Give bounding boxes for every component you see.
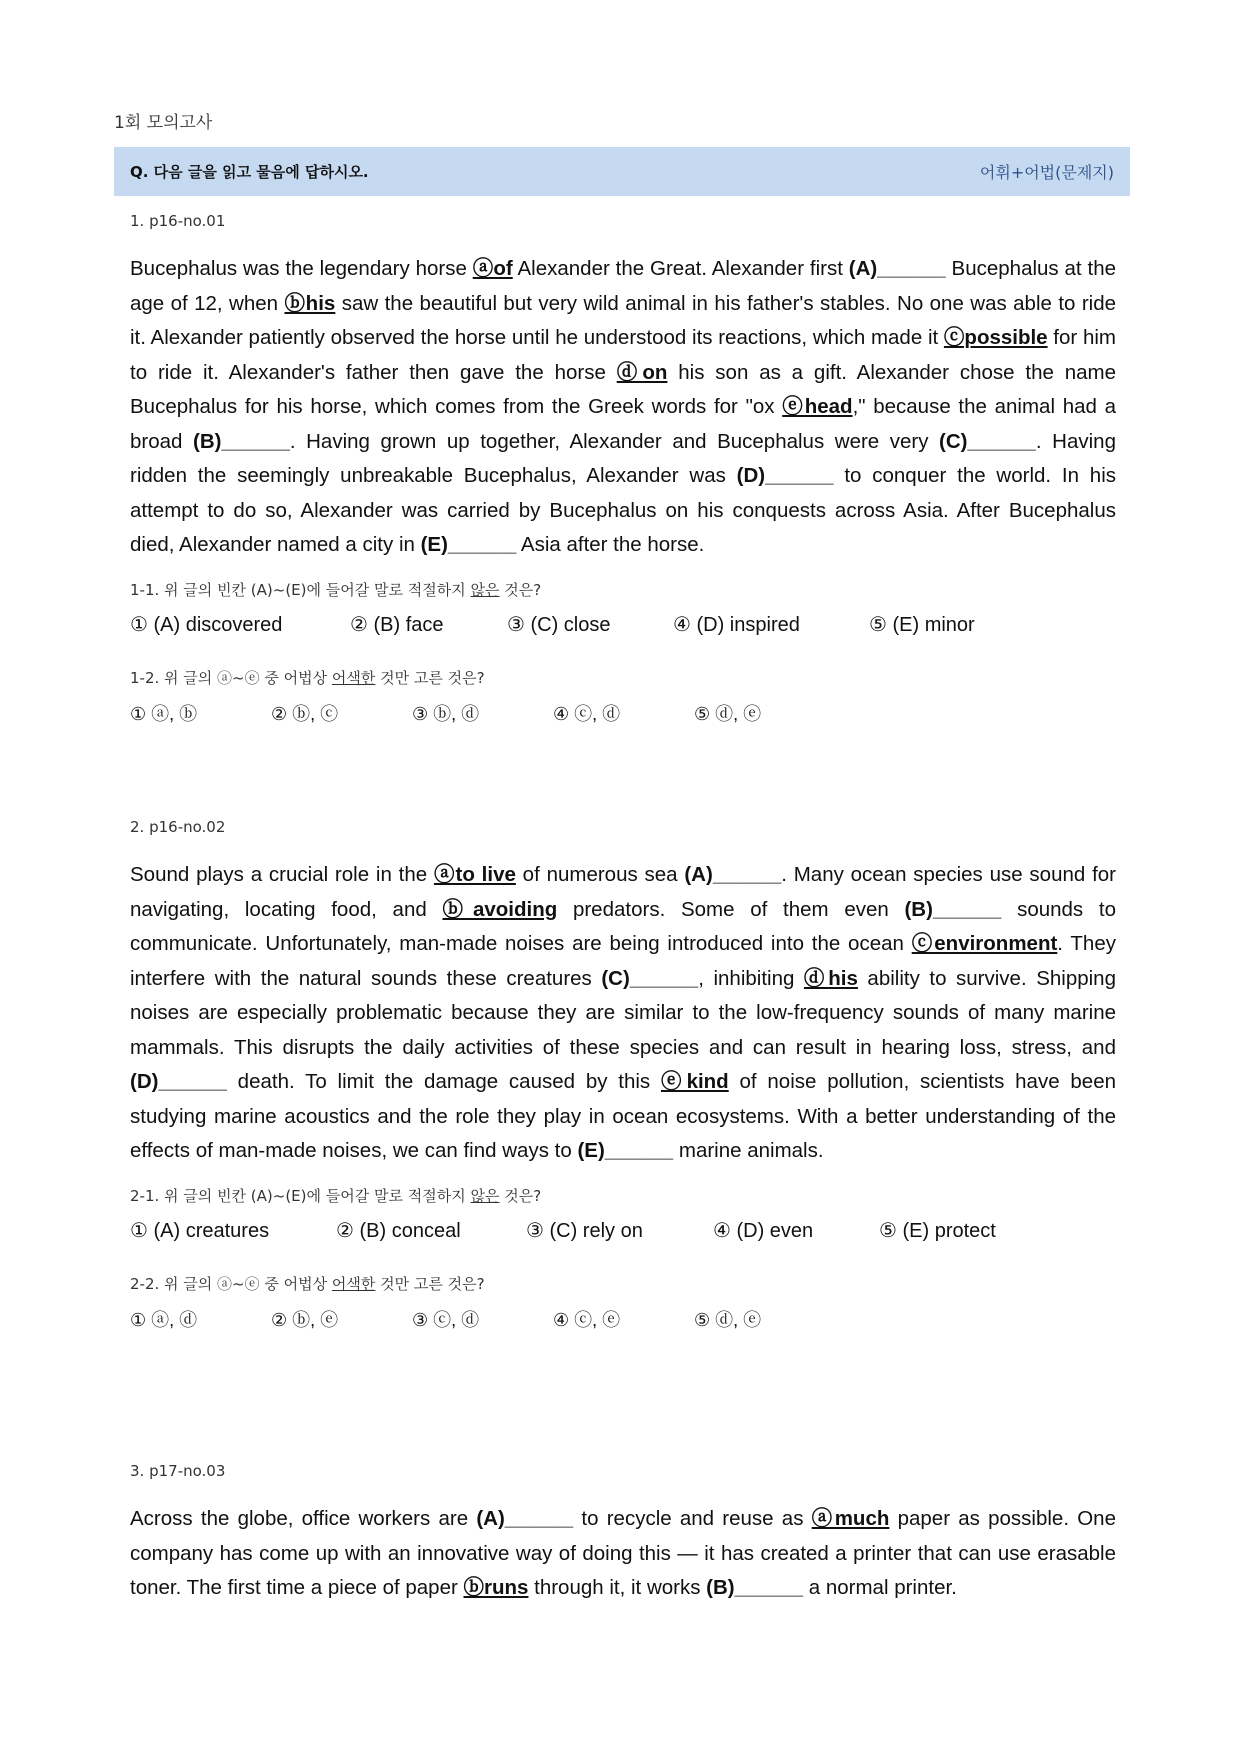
options-2-2 (130, 1306, 1116, 1332)
grammar-mark: ⓐto live (433, 863, 516, 886)
options-1-1 (130, 612, 1116, 637)
grammar-mark: ⓐmuch (811, 1507, 890, 1530)
option[interactable]: ⑤ (E) minor (869, 613, 975, 636)
blank: (C)______ (939, 429, 1036, 453)
blank: (B)______ (904, 897, 1002, 921)
blank: (A)______ (848, 257, 946, 280)
grammar-mark: ⓓon (616, 360, 668, 384)
blank: (B)______ (193, 429, 290, 453)
blank: (E)______ (577, 1139, 674, 1162)
blank: (D)______ (736, 464, 834, 487)
option[interactable]: ⑤ ⓓ, ⓔ (694, 703, 762, 724)
blank: (C)______ (601, 966, 699, 990)
sub-question-2-2: 2-2. 위 글의 ⓐ~ⓔ 중 어법상 어색한 것만 고른 것은? (130, 1274, 485, 1293)
option[interactable]: ① ⓐ, ⓑ (130, 703, 198, 724)
option[interactable]: ① (A) discovered (130, 613, 283, 636)
option[interactable]: ③ (C) close (507, 613, 611, 636)
instruction-text: Q. 다음 글을 읽고 물음에 답하시오. (130, 163, 369, 181)
blank: (D)______ (130, 1070, 227, 1093)
question-3 (130, 1462, 1116, 1622)
sub-question-1-2: 1-2. 위 글의 ⓐ~ⓔ 중 어법상 어색한 것만 고른 것은? (130, 668, 485, 687)
grammar-mark: ⓐof (472, 257, 513, 280)
grammar-mark: ⓑhis (284, 291, 336, 315)
option[interactable]: ① ⓐ, ⓓ (130, 1309, 198, 1330)
option[interactable]: ③ ⓒ, ⓓ (412, 1309, 480, 1330)
passage: Across the globe, office workers are (A)______ to recycle and reuse as ⓐmuch paper as possible. One company has come up with an innovative way of doing this — it has created a printer that can use erasable toner. The first time a piece of paper ⓑruns through it, it works (B)______ a normal printer. (130, 1507, 1116, 1599)
question-number: 1. p16-no.01 (130, 212, 226, 230)
grammar-mark: ⓒpossible (943, 326, 1048, 349)
exam-title: 1회 모의고사 (114, 113, 213, 133)
option[interactable]: ② ⓑ, ⓔ (271, 1309, 339, 1330)
grammar-mark: ⓓhis (803, 966, 858, 990)
sub-question-1-1: 1-1. 위 글의 빈칸 (A)~(E)에 들어갈 말로 적절하지 않은 것은? (130, 580, 542, 599)
option[interactable]: ④ ⓒ, ⓔ (553, 1309, 621, 1330)
option[interactable]: ⑤ (E) protect (879, 1219, 996, 1242)
grammar-mark: ⓒenvironment (911, 932, 1058, 955)
question-2 (130, 818, 1116, 1362)
option[interactable]: ⑤ ⓓ, ⓔ (694, 1309, 762, 1330)
grammar-mark: ⓔhead (782, 395, 853, 418)
sub-question-2-1: 2-1. 위 글의 빈칸 (A)~(E)에 들어갈 말로 적절하지 않은 것은? (130, 1186, 542, 1205)
options-2-1 (130, 1218, 1116, 1243)
option[interactable]: ② (B) face (350, 613, 444, 636)
question-number: 3. p17-no.03 (130, 1462, 226, 1480)
option[interactable]: ② (B) conceal (336, 1219, 461, 1242)
blank: (A)______ (476, 1507, 574, 1530)
blank: (B)______ (706, 1576, 804, 1599)
worksheet-type: 어휘+어법(문제지) (979, 163, 1114, 182)
grammar-mark: ⓑruns (463, 1576, 529, 1599)
option[interactable]: ③ ⓑ, ⓓ (412, 703, 480, 724)
option[interactable]: ④ (D) even (713, 1219, 814, 1242)
blank: (E)______ (420, 533, 517, 556)
option[interactable]: ④ ⓒ, ⓓ (553, 703, 621, 724)
options-1-2 (130, 700, 1116, 726)
grammar-mark: ⓑavoiding (442, 897, 558, 921)
passage: Sound plays a crucial role in the ⓐto live of numerous sea (A)______. Many ocean species use sound for navigating, locating food, and ⓑavoiding predators. Some of them even (B)______ sounds to communicate. Unfortunately, man-made noises are being introduced into the ocean ⓒenvironment. They interfere with the natural sounds these creatures (C)______, inhibiting ⓓhis ability to survive. Shipping noises are especially problematic because they are similar to the low-frequency sounds of many marine mammals. This disrupts the daily activities of these species and can result in hearing loss, stress, and (D)______ death. To limit the damage caused by this ⓔkind of noise pollution, scientists have been studying marine acoustics and the role they play in ocean ecosystems. With a better understanding of the effects of man-made noises, we can find ways to (E)______ marine animals. (130, 863, 1116, 1162)
option[interactable]: ① (A) creatures (130, 1219, 270, 1242)
passage: Bucephalus was the legendary horse ⓐof Alexander the Great. Alexander first (A)______ Bucephalus at the age of 12, when ⓑhis saw the beautiful but very wild animal in his father's stables. No one was able to ride it. Alexander patiently observed the horse until he understood its reactions, which made it ⓒpossible for him to ride it. Alexander's father then gave the horse ⓓon his son as a gift. Alexander chose the name Bucephalus for his horse, which comes from the Greek words for "ox ⓔhead," because the animal had a broad (B)______. Having grown up together, Alexander and Bucephalus were very (C)______. Having ridden the seemingly unbreakable Bucephalus, Alexander was (D)______ to conquer the world. In his attempt to do so, Alexander was carried by Bucephalus on his conquests across Asia. After Bucephalus died, Alexander named a city in (E)______ Asia after the horse. (130, 257, 1117, 556)
instruction-banner (114, 147, 1130, 196)
question-number: 2. p16-no.02 (130, 818, 226, 836)
grammar-mark: ⓔkind (660, 1070, 729, 1093)
option[interactable]: ③ (C) rely on (526, 1219, 643, 1242)
blank: (A)______ (684, 863, 782, 886)
question-1 (130, 212, 1116, 756)
option[interactable]: ② ⓑ, ⓒ (271, 703, 339, 724)
option[interactable]: ④ (D) inspired (673, 613, 800, 636)
